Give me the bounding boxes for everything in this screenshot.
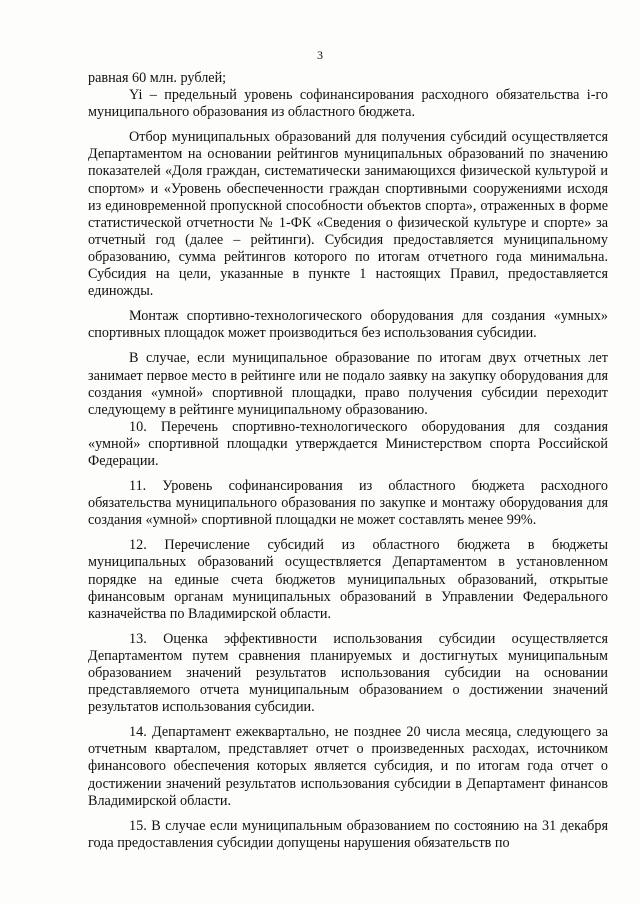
paragraph-2: Отбор муниципальных образований для получения субсидий осуществляется Департаментом на основании рейтингов муниципальных образований по значению показателей «Доля граждан, систематически занимающихся физической культурой и спортом» и «Уровень обеспеченности граждан спортивными сооружениями исходя из единовременной пропускной способности объектов спорта», отраженных в форме статистической отчетности № 1-ФК «Сведения о физической культуре и спорте» за отчетный год (далее – рейтинги). Субсидия предоставляется муниципальному образованию, сумма рейтингов которого по итогам отчетного года минимальна. Субсидия на цели, указанные в пункте 1 настоящих Правил, предоставляется единожды. [88,129,608,300]
paragraph-7: 12. Перечисление субсидий из областного бюджета в бюджеты муниципальных образований осуществляется Департаментом в установленном порядке на единые счета бюджетов муниципальных образований, открытые финансовым органам муниципальных образований в Управлении Федерального казначейства по Владимирской области. [88,537,608,622]
document-body [88,70,608,852]
paragraph-3: Монтаж спортивно-технологического оборудования для создания «умных» спортивных площадок может производиться без использования субсидии. [88,308,608,342]
paragraph-1: Yi – предельный уровень софинансирования расходного обязательства i-го муниципального образования из областного бюджета. [88,87,608,121]
paragraph-0: равная 60 млн. рублей; [88,70,227,86]
paragraph-4: В случае, если муниципальное образование по итогам двух отчетных лет занимает первое место в рейтинге или не подало заявку на закупку оборудования для создания «умной» спортивной площадки, право получения субсидии переходит следующему в рейтинге муниципальному образованию. [88,350,608,418]
paragraph-10: 15. В случае если муниципальным образованием по состоянию на 31 декабря года предоставления субсидии допущены нарушения обязательств по [88,817,608,851]
page-number: 3 [317,48,323,62]
paragraph-9: 14. Департамент ежеквартально, не позднее 20 числа месяца, следующего за отчетным кварталом, представляет отчет о произведенных расходах, источником финансового обеспечения которых является субсидия, и по итогам года отчет о достижении значений результатов использования субсидии в Департамент финансов Владимирской области. [88,724,608,809]
paragraph-5: 10. Перечень спортивно-технологического оборудования для создания «умной» спортивной площадки утверждается Министерством спорта Российской Федерации. [88,418,608,469]
paragraph-6: 11. Уровень софинансирования из областного бюджета расходного обязательства муниципального образования по закупке и монтажу оборудования для создания «умной» спортивной площадки не может составлять менее 99%. [88,478,608,529]
paragraph-8: 13. Оценка эффективности использования субсидии осуществляется Департаментом путем сравнения планируемых и достигнутых муниципальным образованием значений результатов использования субсидии на основании представляемого отчета муниципальным образованием о достижении значений результатов использования субсидии. [88,630,608,716]
